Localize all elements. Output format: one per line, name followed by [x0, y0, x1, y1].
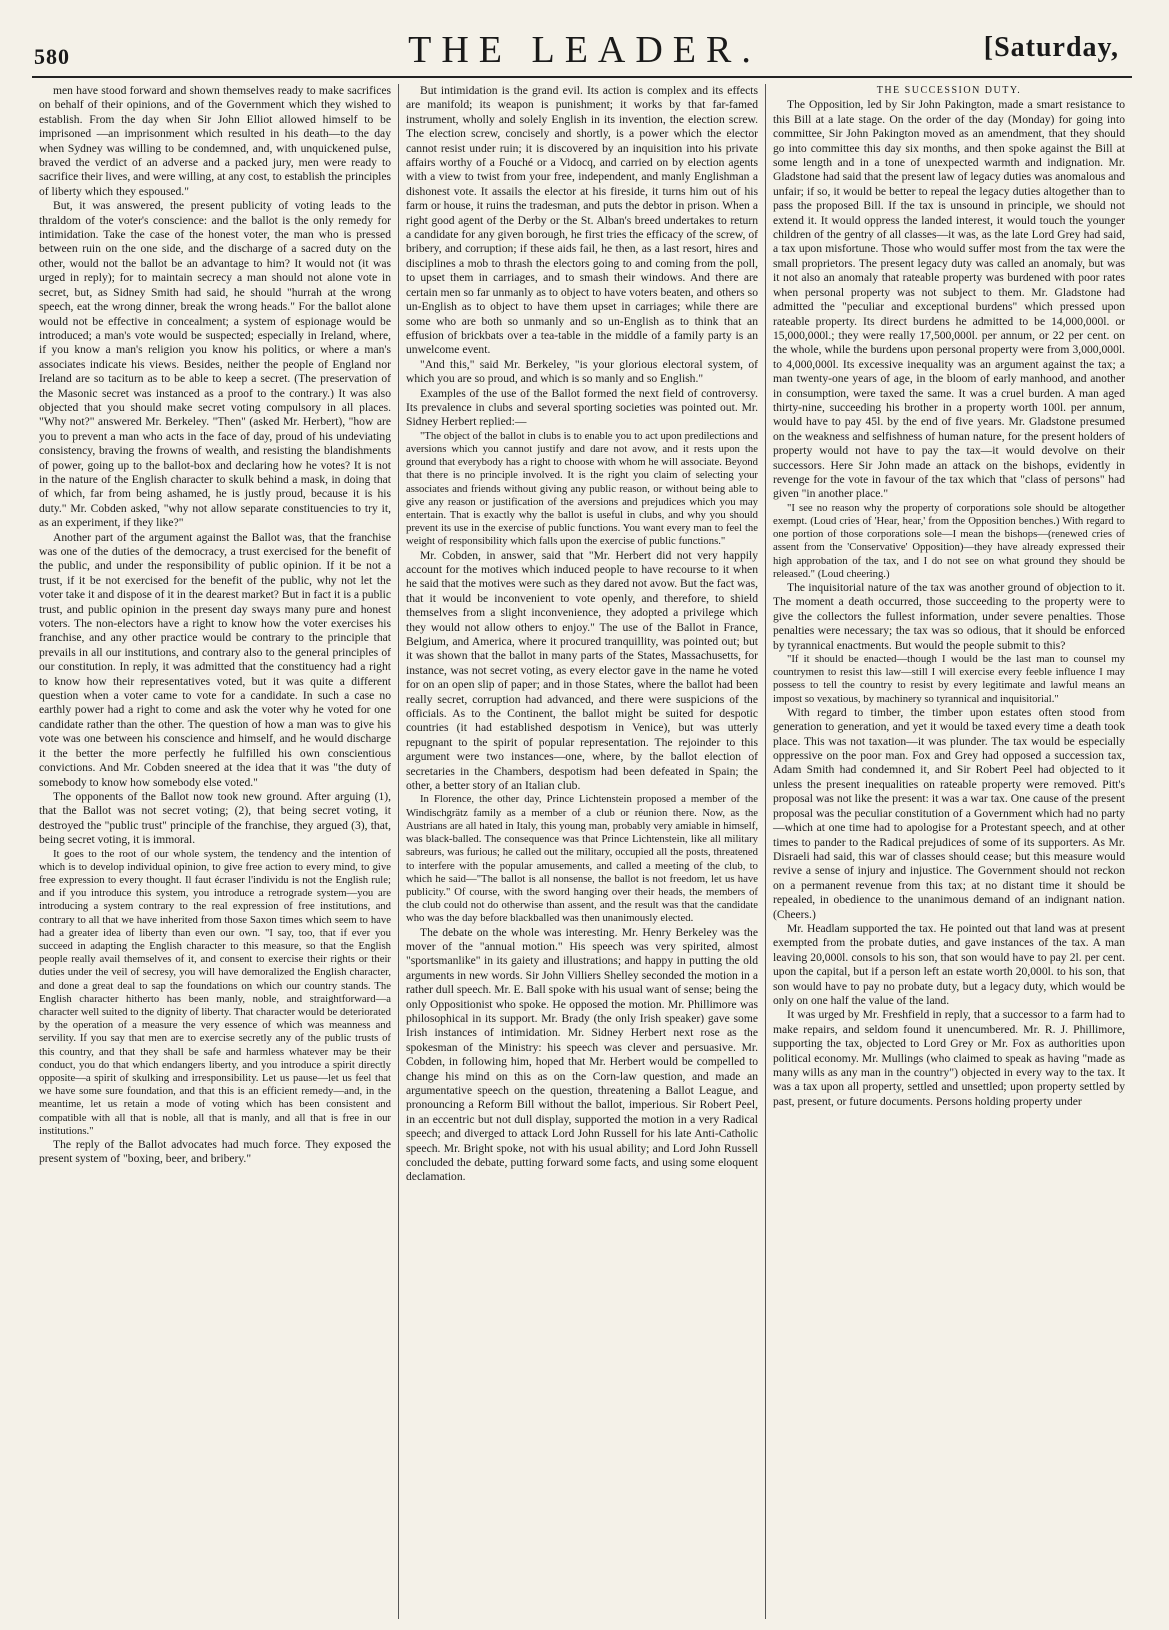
- paragraph: But, it was answered, the present publicity of voting leads to the thraldom of the voter's conscience: and the ballot is the only remedy for intimidation. Take the case of the honest voter, the man who is pressed between ruin on the one side, and the discharge of a sacred duty on the other, would not the ballot be an advantage to him? It would not (it was urged in reply); for to maintain secrecy a man should not alone vote in secret, but, as Sidney Smith had said, he should "hurrah at the wrong speech, eat the wrong dinner, break the wrong heads." For the ballot alone would not be effective in concealment; a system of espionage would be introduced; a man's vote would be suspected; especially in Ireland, where, if you know a man's religion you know his politics, or where a man's associates indicate his views. Besides, neither the people of England nor Ireland are so taciturn as to be able to keep a secret. (The preservation of the Masonic secret was instanced as a proof to the contrary.) It was also objected that you should make secret voting compulsory in all places. "Why not?" answered Mr. Berkeley. "Then" (asked Mr. Herbert), "how are you to prevent a man who acts in the face of day, proud of his undeviating consistency, braving the frowns of wealth, and resisting the blandishments of power, going up to the ballot-box and declaring how he votes? It is not in the nature of the English character to skulk behind a mask, in doing that of which, far from being ashamed, he is justly proud, because it is his duty." Mr. Cobden asked, "why not allow separate constituencies to try it, as an experiment, if they like?": [39, 199, 391, 530]
- paragraph: men have stood forward and shown themselves ready to make sacrifices on behalf of their opinions, and of the Government which they wished to establish. From the day when Sir John Elliot allowed himself to be imprisoned —an imprisonment which resulted in his death—to the day when Sydney was willing to be condemned, and, with unquickened pulse, braved the verdict of an adverse and a packed jury, men were ready to sacrifice their lives, and were willing, at any cost, to establish the principles of liberty which they espoused.": [39, 84, 391, 198]
- article-columns: [32, 84, 1132, 1624]
- quoted-paragraph: "I see no reason why the property of corporations sole should be altogether exempt. (Loud cries of 'Hear, hear,' from the Opposition benches.) With regard to one portion of those corporations sole—I mean the bishops—(renewed cries of assent from the 'Conservative' Opposition)—they have already expressed their high approbation of the tax, and I do not see on what ground they should be released." (Loud cheering.): [773, 501, 1125, 580]
- paragraph: But intimidation is the grand evil. Its action is complex and its effects are manifold; its weapon is punishment; it works by that far-famed instrument, wholly and solely English in its invention, the election screw. The election screw, concisely and shortly, is a power which the elector cannot resist under ruin; it is discovered by an inquisition into his private affairs worthy of a Fouché or a Vidocq, and carried on by election agents with a view to twist from your free, independent, and manly Englishman a dishonest vote. It assails the elector at his fireside, it turns him out of his farm or house, it ruins the tradesman, and puts the debtor in prison. When a right good agent of the Derby or the St. Alban's breed undertakes to return a candidate for any given borough, he first tries the efficacy of the screw, of bribery, and corruption; if these aids fail, he then, as a last resort, hires and disciplines a mob to thrash the electors going to and coming from the poll, to upset them in carriages, and to smash their windows. And there are certain men so far unmanly as to object to have voters beaten, and others so un-English as to object to have them upset in carriages; while there are some who are both so unmanly and so un-English as to think that an effusion of brickbats over a tea-table in the middle of a family party is an unwelcome event.: [406, 84, 758, 357]
- paragraph: With regard to timber, the timber upon estates often stood from generation to generation, and yet it would be taxed every time a death took place. This was not taxation—it was plunder. The tax would be especially oppressive on the poor man. Fox and Grey had opposed a succession tax, Adam Smith had condemned it, and Sir Robert Peel had objected to it unless the present inequalities on rateable property were removed. Pitt's proposal was not like the present: it was a war tax. One cause of the present proposal was the peculiar constitution of a Government which had no party—which at one time had to apologise for a Protestant speech, and at other times to pander to the Radical prejudices of some of its supporters. As Mr. Disraeli had said, this war of classes should cease; but this measure would revive a sense of injury and injustice. The Government should not reckon on a permanent revenue from this tax; at no distant time it should be repealed, in obedience to the unanimous demand of an indignant nation. (Cheers.): [773, 705, 1125, 921]
- column-1: [32, 84, 398, 1619]
- quoted-paragraph: "If it should be enacted—though I would be the last man to counsel my countrymen to resist this law—still I will exercise every feeble influence I may possess to tell the country to resist by every legitimate and lawful means an impost so vexatious, by machinery so tyrannical and inquisitorial.": [773, 653, 1125, 705]
- masthead: [0, 0, 1169, 76]
- column-3: [765, 84, 1132, 1619]
- paragraph: "And this," said Mr. Berkeley, "is your glorious electoral system, of which you are so proud, and which is so manly and so English.": [406, 357, 758, 386]
- quoted-paragraph: "The object of the ballot in clubs is to enable you to act upon predilections and aversions which you cannot justify and dare not avow, and it rests upon the ground that everybody has a right to choose with whom he will associate. Beyond that there is no principle involved. It is the right you claim of selecting your associates and friends without giving any public reason, or without being able to give any reason or justification of the aversions and prejudices which you may entertain. That is exactly why the ballot is useful in clubs, and why you should prevent its use in the exercise of public functions. You want every man to feel the weight of responsibility which falls upon the exercise of public functions.": [406, 429, 758, 548]
- paragraph: The opponents of the Ballot now took new ground. After arguing (1), that the Ballot was not secret voting; (2), that being secret voting, it destroyed the "public trust" principle of the franchise, they argued (3), that, being secret voting, it is immoral.: [39, 789, 391, 847]
- paragraph: Another part of the argument against the Ballot was, that the franchise was one of the duties of the democracy, a trust exercised for the benefit of the public, and under the responsibility of public opinion. If it be not a trust, if it be not exercised for the benefit of the public, why not let the voter take it and dispose of it in the dearest market? But in fact it is a public trust, and public opinion in the present day sways many pure and honest voters. The non-electors have a right to know how the voter exercises his franchise, and any other practice would be contrary to the principle that prevails in all our institutions, and contrary also to the general principles of our constitution. In reply, it was admitted that the constituency had a right to know how their representatives voted, but it was quite a different question when a voter came to vote for a candidate. In such a case no earthly power had a right to come and ask the voter why he voted for one candidate rather than the other. The question of how a man was to give his vote was one between his conscience and himself, and he would discharge it the better the more perfectly he fulfilled his own conscientious convictions. And Mr. Cobden sneered at the idea that it was "the duty of somebody to know how somebody else voted.": [39, 530, 391, 789]
- header-rule: [32, 76, 1132, 78]
- newspaper-title: THE LEADER.: [408, 29, 761, 71]
- paragraph: The Opposition, led by Sir John Pakington, made a smart resistance to this Bill at a late stage. On the order of the day (Monday) for going into committee, Sir John Pakington moved as an amendment, that they should go into committee this day six months, and then spoke against the Bill at some length and in a tone of unexpected warmth and indignation. Mr. Gladstone had said that the present law of legacy duties was anomalous and unfair; if so, it would be better to repeal the legacy duties altogether than to pass the proposed Bill. If the tax is unsound in principle, we should not extend it. It would oppress the landed interest, it would touch the younger children of the gentry of all classes—it was, as the late Lord Grey had said, a tax upon misfortune. Those who would suffer most from the tax were the small proprietors. The present legacy duty was called an anomaly, but was it not also an anomaly that rateable property was burdened with poor rates when personal property was not subject to them. Mr. Gladstone had admitted the "peculiar and exceptional burdens" which pressed upon rateable property. Its direct burdens he admitted to be 14,000,000l. or 15,000,000l.; they were really 17,500,000l. per annum, or 22 per cent. on the whole, while the burdens upon personal property were from 3,000,000l. to 4,000,000l. Its excessive inequality was an argument against the tax; a man twenty-one years of age, in the bloom of early manhood, and another in consumption, were taxed the same. It was a cruel burden. A man aged thirty-nine, succeeding his brother in a property worth 100l. per annum, would have to pay 45l. by the end of five years. Mr. Gladstone presumed on the weakness and selfishness of human nature, for the present holders of property would not have to pay the tax—it would devolve on their successors. Here Sir John made an attack on the bishops, evidently in revenge for the vote in favour of the tax which that "class of persons" had given "in another place.": [773, 98, 1125, 501]
- issue-day: [Saturday,: [983, 32, 1119, 63]
- paragraph: The reply of the Ballot advocates had much force. They exposed the present system of "boxing, beer, and bribery.": [39, 1138, 391, 1166]
- section-heading: THE SUCCESSION DUTY.: [876, 85, 1022, 96]
- paragraph: Mr. Headlam supported the tax. He pointed out that land was at present exempted from the probate duties, and gave instances of the tax. A man leaving 20,000l. consols to his son, that son would have to pay 2l. per cent. upon the capital, but if a person left an estate worth 20,000l. to his son, that son would have to pay no probate duty, but a legacy duty, which would be only on one half the value of the land.: [773, 921, 1125, 1007]
- column-2: [398, 84, 765, 1619]
- quoted-paragraph: It goes to the root of our whole system, the tendency and the intention of which is to develop individual opinion, to give free action to every mind, to give free expression to every thought. Il faut écraser l'individu is not the English rule; and if you introduce this system, you introduce a retrograde system—you are introducing a system contrary to the real expression of free institutions, and contrary to all that we have inherited from those Saxon times which seem to have had a greater idea of liberty than even our own. "I say, too, that if ever you succeed in adapting the English character to this measure, so that the English people really avail themselves of it, and consent to exercise their rights or their duties under the veil of secresy, you will have demoralized the English character, and done a great deal to sap the foundations on which our country stands. The English character hitherto has been manly, noble, and straightforward—a character well suited to the dignity of liberty. That character would be deteriorated by the operation of a measure the very essence of which was meanness and servility. If you say that men are to exercise secretly any of the public trusts of this country, and that they shall be safe and harmless whatever may be their conduct, you do that which endangers liberty, and you introduce a spirit directly opposite—a spirit of skulking and irresponsibility. Let us pause—let us feel that we have some sure foundation, and that this is an efficient remedy—and, in the meantime, let us retain a mode of voting which has been consistent and compatible with all that is noble, all that is manly, and all that is free in our institutions.": [39, 847, 391, 1137]
- paragraph: Mr. Cobden, in answer, said that "Mr. Herbert did not very happily account for the motives which induced people to have recourse to it when he said that the motives were such as they dared not avow. But the fact was, that it would be inconvenient to vote openly, and therefore, to shield themselves from a slight inconvenience, they adopted a privilege which they would not allow others to enjoy." The use of the Ballot in France, Belgium, and America, where it procured tranquillity, was pointed out; but it was shown that the ballot in many parts of the States, Massachusetts, for instance, was not secret voting, as every elector gave in the name he voted for on an open slip of paper; and in those States, where the ballot had been really secret, corruption had advanced, and there were suspicions of the officials. As to the Continent, the ballot might be suited for despotic countries (it had established despotism in Venice), but was utterly repugnant to the spirit of popular representation. The rejoinder to this argument were two instances—one, where, by the ballot election of secretaries in the Chambers, despotism had been defeated in Spain; the other, a better story of an Italian club.: [406, 548, 758, 793]
- paragraph: The inquisitorial nature of the tax was another ground of objection to it. The moment a death occurred, those succeeding to the property were to give the collectors the fullest information, under severe penalties. Those penalties were necessary; the tax was so odious, that it should be enforced by tyrannical enactments. But would the people submit to this?: [773, 581, 1125, 652]
- paragraph: The debate on the whole was interesting. Mr. Henry Berkeley was the mover of the "annual motion." His speech was very spirited, almost "sportsmanlike" in its gaiety and illustrations; and happy in putting the old arguments in new words. Sir John Villiers Shelley seconded the motion in a rather dull speech. Mr. E. Ball spoke with his usual want of sense; being the only Oppositionist who spoke. He opposed the motion. Mr. Phillimore was philosophical in its support. Mr. Brady (the only Irish speaker) gave some Irish instances of intimidation. Mr. Sidney Herbert next rose as the spokesman of the Ministry: his speech was clever and persuasive. Mr. Cobden, in following him, hoped that Mr. Herbert would be compelled to change his mind on this as on the Corn-law question, and made an argumentative speech on the question, threatening a Ballot League, and pronouncing a Reform Bill without the ballot, imperious. Sir Robert Peel, in an eccentric but not dull display, supported the motion in a very Radical speech; and diverged to attack Lord John Russell for his late Anti-Catholic speech. Mr. Bright spoke, not with his usual ability; and Lord John Russell concluded the debate, putting forward some facts, and using some eloquent declamation.: [406, 925, 758, 1184]
- quoted-paragraph: In Florence, the other day, Prince Lichtenstein proposed a member of the Windischgrätz family as a member of a club or réunion there. Now, as the Austrians are all hated in Italy, this young man, probably very amiable in himself, was black-balled. The consequence was that Prince Lichtenstein, like all military sabreurs, was furious; he called out the military, occupied all the posts, threatened to interfere with the popular amusements, and called a meeting of the club, to which he said—"The ballot is all nonsense, the ballot is not freedom, let us have publicity." Of course, with the sword hanging over their heads, the members of the club could not do otherwise than assent, and the result was that the candidate who was the day before blackballed was then unanimously elected.: [406, 793, 758, 925]
- paragraph: Examples of the use of the Ballot formed the next field of controversy. Its prevalence in clubs and several sporting societies was pointed out. Mr. Sidney Herbert replied:—: [406, 386, 758, 429]
- paragraph: It was urged by Mr. Freshfield in reply, that a successor to a farm had to make repairs, and seldom found it unencumbered. Mr. R. J. Phillimore, supporting the tax, objected to Lord Grey or Mr. Fox as authorities upon political economy. Mr. Mullings (who claimed to speak as having "made as many wills as any man in the country") objected in every way to the tax. It was a tax upon all property, settled and unsettled; upon property settled by past, present, or future documents. Persons holding property under: [773, 1008, 1125, 1108]
- page-number: 580: [34, 44, 70, 69]
